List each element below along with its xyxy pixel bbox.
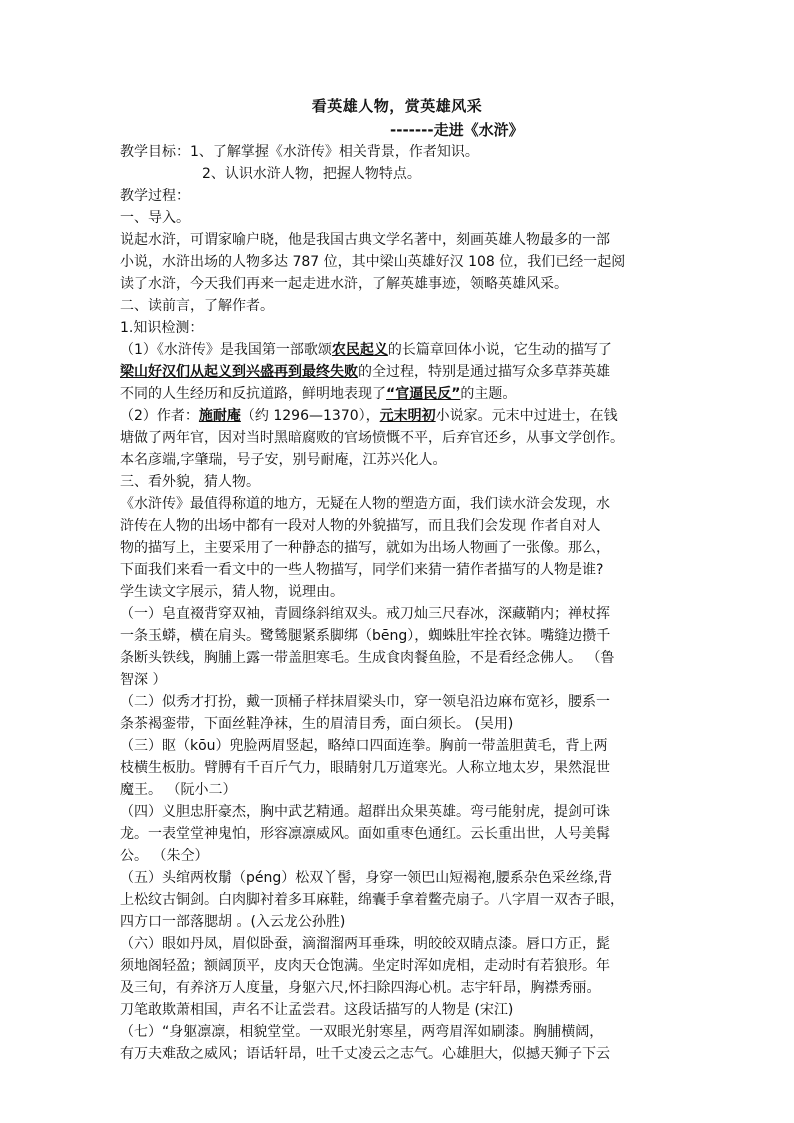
answer-peasant-uprising: 农民起义 [331,342,388,358]
text-line: （六）眼如丹凤，眉似卧蚕，滴溜溜两耳垂珠，明皎皎双睛点漆。唇口方正，髭 [120,936,610,952]
document-subtitle: -------走进《水浒》 [390,121,524,139]
text-line: （七）“身躯凛凛，相貌堂堂。一双眼光射寒星，两弯眉浑如刷漆。胸脯横阔， [120,1024,604,1040]
text-line: 教学过程： [120,188,190,204]
text-line: 2、认识水浒人物，把握人物特点。 [202,166,421,182]
text-line: 公。 （朱仝） [120,848,209,864]
text-line: 四方口一部落腮胡 。(入云龙公孙胜) [120,914,346,930]
text-span: （2）作者： [120,408,199,424]
text-line: 一、导入。 [120,210,190,226]
text-line: 下面我们来看一看文中的一些人物描写，同学们来猜一猜作者描写的人物是谁? [120,562,604,578]
text-line: 三、看外貌，猜人物。 [120,474,260,490]
question-2-line-1 [120,405,680,427]
text-span: 的主题。 [460,386,517,402]
text-line: 说起水浒，可谓家喻户晓，他是我国古典文学名著中，刻画英雄人物最多的一部 [120,232,610,248]
text-span: 小说家。元末中过进士，在钱 [435,408,618,424]
text-line: 条断头铁线，胸脯上露一带盖胆寒毛。生成食肉餐鱼脸，不是看经念佛人。 （鲁 [120,650,615,666]
text-line: 及三旬，有养济万人度量，身躯六尺,怀扫除四海心机。志宇轩昂，胸襟秀丽。 [120,980,601,996]
text-line: 塘做了两年官，因对当时黑暗腐败的官场愤慨不平，后弃官还乡，从事文学创作。 [120,430,624,446]
text-line: 刀笔敢欺萧相国，声名不让孟尝君。这段话描写的人物是 (宋江) [120,1002,514,1018]
text-line: （三）眍（kōu）兜脸两眉竖起，略绰口四面连拳。胸前一带盖胆黄毛，背上两 [120,738,608,754]
text-line: 小说，水浒出场的人物多达 787 位，其中梁山英雄好汉 108 位，我们已经一起阅 [120,254,626,270]
text-line: 《水浒传》最值得称道的地方，无疑在人物的塑造方面，我们读水浒会发现，水 [120,496,610,512]
text-line: 读了水浒，今天我们再来一起走进水浒，了解英雄事迹，领略英雄风采。 [120,276,568,292]
text-line: 1.知识检测： [120,320,204,336]
text-line: 二、读前言，了解作者。 [120,298,274,314]
answer-theme: “官逼民反” [386,386,461,402]
text-span: （约 1296—1370）， [240,408,380,424]
text-line: 有万夫难敌之威风；语话轩昂，吐千丈凌云之志气。心雄胆大，似撼天狮子下云 [120,1046,610,1062]
text-line: 须地阁轻盈；额阔顶平，皮肉天仓饱满。坐定时浑如虎相，走动时有若狼形。年 [120,958,610,974]
text-line: 本名彦端,字肇瑞，号子安，别号耐庵，江苏兴化人。 [120,452,447,468]
text-span: （1）《水浒传》是我国第一部歌颂 [120,342,332,358]
text-line: （四）义胆忠肝豪杰，胸中武艺精通。超群出众果英雄。弯弓能射虎，提剑可诛 [120,804,610,820]
text-line: （二）似秀才打扮，戴一顶桶子样抹眉梁头巾，穿一领皂沿边麻布宽衫，腰系一 [120,694,610,710]
text-line: （五）头绾两枚鬅（péng）松双丫髻，身穿一领巴山短褐袍,腰系杂色采丝绦,背 [120,870,613,886]
question-1-line-3 [120,383,680,405]
answer-author: 施耐庵 [198,408,241,424]
document-body [120,141,680,1087]
text-span: 的长篇章回体小说，它生动的描写了 [387,342,612,358]
text-span: 的全过程，特别是通过描写众多草莽英雄 [358,364,610,380]
document-title: 看英雄人物，赏英雄风采 [311,97,483,115]
text-line: 学生读文字展示，猜人物，说理由。 [120,584,344,600]
text-line [120,1065,680,1087]
text-line: （一）皂直裰背穿双袖，青圆绦斜绾双头。戒刀灿三尺春冰，深藏鞘内；禅杖挥 [120,606,610,622]
text-line: 教学目标：1、了解掌握《水浒传》相关背景，作者知识。 [120,144,479,160]
text-line: 上松纹古铜剑。白肉脚衬着多耳麻鞋，绵囊手拿着鳖壳扇子。八字眉一双杏子眼， [120,892,624,908]
text-line: 智深 ） [120,672,167,688]
text-line: 龙。一表堂堂神鬼怕，形容凛凛威风。面如重枣色通红。云长重出世，人号美髯 [120,826,610,842]
text-line: 魔王。 （阮小二） [120,782,237,798]
text-line: 枝横生板肋。臂膊有千百斤气力，眼睛射几万道寒光。人称立地太岁，果然混世 [120,760,610,776]
text-line: 条茶褐銮带，下面丝鞋净袜，生的眉清目秀，面白须长。 (吴用) [120,716,514,732]
text-span: 不同的人生经历和反抗道路，鲜明地表现了 [120,386,386,402]
answer-liangshan-heroes: 梁山好汉们从起义到兴盛再到最终失败 [120,364,358,380]
answer-era: 元末明初 [379,408,436,424]
text-line: 物的描写上，主要采用了一种静态的描写，就如为出场人物画了一张像。那么， [120,540,610,556]
text-line: 浒传在人物的出场中都有一段对人物的外貌描写，而且我们会发现 作者自对人 [120,518,601,534]
text-line: 一条玉蟒，横在肩头。鹭鸶腿紧系脚绑（bēng），蜘蛛肚牢拴衣钵。嘴缝边攒千 [120,628,611,644]
question-1-line-1 [120,339,680,361]
question-1-line-2 [120,361,680,383]
